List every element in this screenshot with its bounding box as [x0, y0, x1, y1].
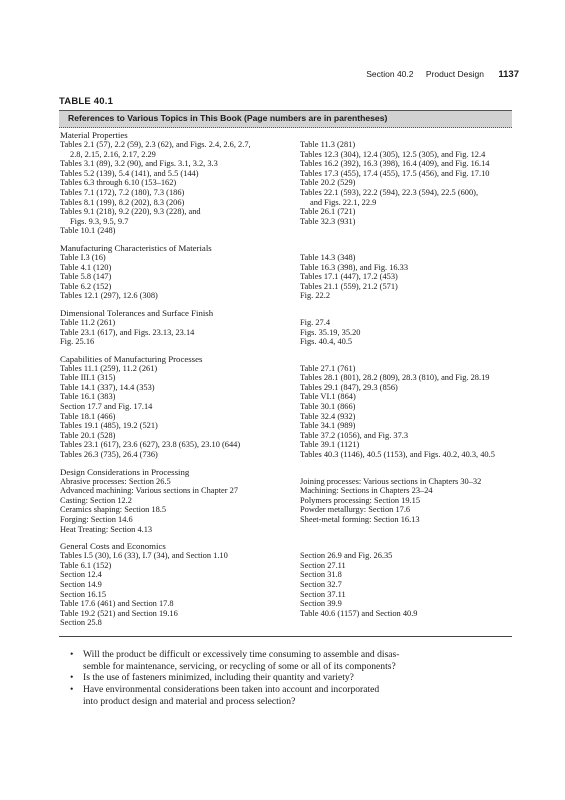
reference-entry: Table 5.8 (147) — [60, 272, 112, 282]
reference-entry: Table 32.4 (932) — [300, 411, 356, 421]
reference-entry: Table VI.1 (864) — [300, 392, 356, 402]
reference-entry: Table 40.6 (1157) and Section 40.9 — [300, 608, 418, 618]
reference-entry: Tables 19.1 (485), 19.2 (521) — [60, 421, 158, 431]
reference-entry: Tables 40.3 (1146), 40.5 (1153), and Figs. 40.2, 40.3, 40.5 — [300, 450, 495, 460]
reference-entry: Casting: Section 12.2 — [60, 495, 132, 505]
running-head-title: Product Design — [425, 69, 484, 79]
reference-entry: Table 11.2 (261) — [60, 317, 116, 327]
section-columns — [60, 318, 512, 347]
table-caption-bar — [59, 110, 512, 128]
left-column — [60, 477, 300, 535]
reference-entry: Table 16.1 (383) — [60, 392, 116, 402]
reference-entry: Tables 12.1 (297), 12.6 (308) — [60, 291, 158, 301]
bullet-text-line: semble for maintenance, servicing, or recycling of some or all of its components? — [83, 660, 396, 672]
reference-entry: Table 17.6 (461) and Section 17.8 — [60, 599, 174, 609]
reference-entry: Table 18.1 (466) — [60, 411, 116, 421]
bullet-dot-icon: • — [70, 672, 74, 684]
reference-entry: Tables 28.1 (801), 28.2 (809), 28.3 (810), and Fig. 28.19 — [300, 373, 490, 383]
reference-entry: Section 39.9 — [300, 599, 342, 609]
right-column — [300, 253, 512, 301]
table-section — [60, 541, 512, 628]
reference-entry: Tables 17.3 (455), 17.4 (455), 17.5 (456), and Fig. 17.10 — [300, 168, 490, 178]
section-heading: Material Properties — [60, 130, 128, 140]
reference-entry: Table 10.1 (248) — [60, 226, 116, 236]
reference-entry: Tables 21.1 (559), 21.2 (571) — [300, 281, 398, 291]
left-column — [60, 551, 300, 628]
reference-entry: Tables 7.1 (172), 7.2 (180), 7.3 (186) — [60, 187, 185, 197]
left-column — [60, 253, 300, 301]
reference-entry: Tables 11.1 (259), 11.2 (261) — [60, 363, 158, 373]
reference-entry: Abrasive processes: Section 26.5 — [60, 476, 171, 486]
reference-entry: Polymers processing: Section 19.15 — [300, 495, 421, 505]
reference-entry: Tables 2.1 (57), 2.2 (59), 2.3 (62), and Figs. 2.4, 2.6, 2.7, — [60, 140, 251, 149]
right-column — [300, 551, 512, 628]
reference-entry: Tables 8.1 (199), 8.2 (202), 8.3 (206) — [60, 197, 185, 207]
reference-entry: Fig. 27.4 — [300, 317, 331, 327]
reference-entry: Tables I.5 (30), I.6 (33), I.7 (34), and Section 1.10 — [60, 551, 228, 561]
reference-entry: Fig. 22.2 — [300, 291, 331, 301]
reference-entry: 2.8, 2.15, 2.16, 2.17, 2.29 — [70, 149, 156, 159]
reference-entry: Table 14.1 (337), 14.4 (353) — [60, 382, 155, 392]
reference-entry: Tables 26.3 (735), 26.4 (736) — [60, 450, 158, 460]
table-section — [60, 243, 512, 301]
bullet-item — [70, 684, 490, 707]
section-columns — [60, 364, 512, 460]
reference-entry: Table 34.1 (989) — [300, 421, 356, 431]
left-column — [60, 140, 300, 236]
reference-entry: Sheet-metal forming: Section 16.13 — [300, 515, 420, 524]
left-column — [60, 318, 300, 347]
reference-entry: Forging: Section 14.6 — [60, 515, 133, 524]
reference-entry: Ceramics shaping: Section 18.5 — [60, 505, 167, 515]
reference-entry: Section 27.11 — [300, 560, 346, 570]
reference-entry: Tables 5.2 (139), 5.4 (141), and 5.5 (144) — [60, 168, 199, 178]
right-column — [300, 140, 512, 236]
reference-entry: Table 30.1 (866) — [300, 402, 356, 412]
right-column — [300, 477, 512, 535]
reference-entry: Section 16.15 — [60, 589, 107, 599]
reference-entry: Table 19.2 (521) and Section 19.16 — [60, 608, 178, 618]
reference-entry: Table 37.2 (1056), and Fig. 37.3 — [300, 430, 409, 440]
section-heading: General Costs and Economics — [60, 541, 166, 552]
reference-entry: Section 31.8 — [300, 570, 342, 580]
reference-entry: Table 32.3 (931) — [300, 216, 356, 226]
reference-entry: Table 20.1 (528) — [60, 430, 116, 440]
section-columns — [60, 551, 512, 628]
reference-entry: Tables 3.1 (89), 3.2 (90), and Figs. 3.1, 3.2, 3.3 — [60, 159, 218, 169]
right-column — [300, 318, 512, 347]
page-number: 1137 — [498, 69, 519, 80]
bullet-text-line: into product design and material and process selection? — [83, 695, 296, 707]
table-section — [60, 308, 512, 347]
reference-entry: Tables 23.1 (617), 23.6 (627), 23.8 (635), 23.10 (644) — [60, 440, 241, 450]
reference-entry: Heat Treating: Section 4.13 — [60, 524, 153, 534]
reference-entry: Machining: Sections in Chapters 23–24 — [300, 486, 433, 496]
bullet-item — [70, 672, 490, 684]
reference-entry: Table I.3 (16) — [60, 252, 106, 262]
reference-entry: Table 27.1 (761) — [300, 363, 356, 373]
reference-entry: Table 20.2 (529) — [300, 178, 356, 188]
reference-entry: Section 17.7 and Fig. 17.14 — [60, 402, 153, 412]
table-section — [60, 130, 512, 236]
reference-entry: Figs. 9.3, 9.5, 9.7 — [70, 216, 129, 226]
reference-entry: Table 16.3 (398), and Fig. 16.33 — [300, 262, 409, 272]
reference-entry: Figs. 35.19, 35.20 — [300, 327, 361, 337]
reference-entry: Section 12.4 — [60, 570, 102, 580]
reference-entry: Table 39.1 (1121) — [300, 440, 360, 450]
running-head-section: Section 40.2 — [366, 69, 414, 79]
reference-entry: Table 4.1 (120) — [60, 262, 112, 272]
bullet-dot-icon: • — [70, 649, 74, 660]
reference-entry: Tables 12.3 (304), 12.4 (305), 12.5 (305), and Fig. 12.4 — [300, 149, 486, 159]
table-caption: References to Various Topics in This Book (Page numbers are in parentheses) — [68, 113, 388, 123]
section-heading: Capabilities of Manufacturing Processes — [60, 353, 203, 364]
section-columns — [60, 140, 512, 236]
reference-entry: Section 32.7 — [300, 579, 342, 589]
reference-entry: Powder metallurgy: Section 17.6 — [300, 505, 411, 515]
bullet-text-line: Is the use of fasteners minimized, including their quantity and variety? — [83, 672, 354, 684]
reference-entry: Tables 6.3 through 6.10 (153–162) — [60, 178, 177, 188]
section-columns — [60, 253, 512, 301]
reference-entry: Joining processes: Various sections in Chapters 30–32 — [300, 476, 482, 486]
reference-entry: and Figs. 22.1, 22.9 — [310, 197, 377, 207]
reference-entry: Figs. 40.4, 40.5 — [300, 337, 353, 347]
table-section — [60, 354, 512, 460]
reference-entry: Table 6.1 (152) — [60, 560, 112, 570]
running-head — [366, 69, 519, 80]
reference-entry: Section 14.9 — [60, 579, 102, 589]
bullet-dot-icon: • — [70, 684, 74, 696]
reference-entry: Section 37.11 — [300, 589, 346, 599]
reference-entry: Table 6.2 (152) — [60, 281, 112, 291]
reference-entry: Table 11.3 (281) — [300, 140, 356, 149]
right-column — [300, 364, 512, 460]
table-section — [60, 467, 512, 535]
bullet-text-line: Will the product be difficult or excessively time consuming to assemble and disas- — [83, 649, 400, 660]
reference-entry: Table 23.1 (617), and Figs. 23.13, 23.14 — [60, 327, 195, 337]
reference-entry: Tables 29.1 (847), 29.3 (856) — [300, 382, 398, 392]
reference-entry: Tables 16.2 (392), 16.3 (398), 16.4 (409), and Fig. 16.14 — [300, 159, 490, 169]
section-heading: Manufacturing Characteristics of Materials — [60, 242, 212, 253]
section-heading: Design Considerations in Processing — [60, 466, 190, 477]
left-column — [60, 364, 300, 460]
reference-entry: Advanced machining: Various sections in Chapter 27 — [60, 486, 239, 496]
reference-entry: Tables 17.1 (447), 17.2 (453) — [300, 272, 398, 282]
reference-entry: Tables 9.1 (218), 9.2 (220), 9.3 (228), and — [60, 207, 201, 217]
reference-entry: Table III.1 (315) — [60, 373, 116, 383]
reference-entry: Section 26.9 and Fig. 26.35 — [300, 551, 393, 561]
bullet-text-line: Have environmental considerations been taken into account and incorporated — [83, 684, 380, 696]
section-heading: Dimensional Tolerances and Surface Finish — [60, 307, 214, 318]
reference-entry: Table 14.3 (348) — [300, 252, 356, 262]
section-columns — [60, 477, 512, 535]
reference-entry: Fig. 25.16 — [60, 337, 95, 347]
table-label: TABLE 40.1 — [59, 96, 114, 107]
reference-entry: Section 25.8 — [60, 618, 102, 628]
bullet-list — [70, 649, 490, 708]
reference-entry: Table 26.1 (721) — [300, 207, 356, 217]
reference-entry: Tables 22.1 (593), 22.2 (594), 22.3 (594), 22.5 (600), — [300, 187, 479, 197]
table-bottom-rule — [59, 636, 512, 637]
reference-table — [60, 130, 512, 635]
bullet-item — [70, 649, 490, 672]
